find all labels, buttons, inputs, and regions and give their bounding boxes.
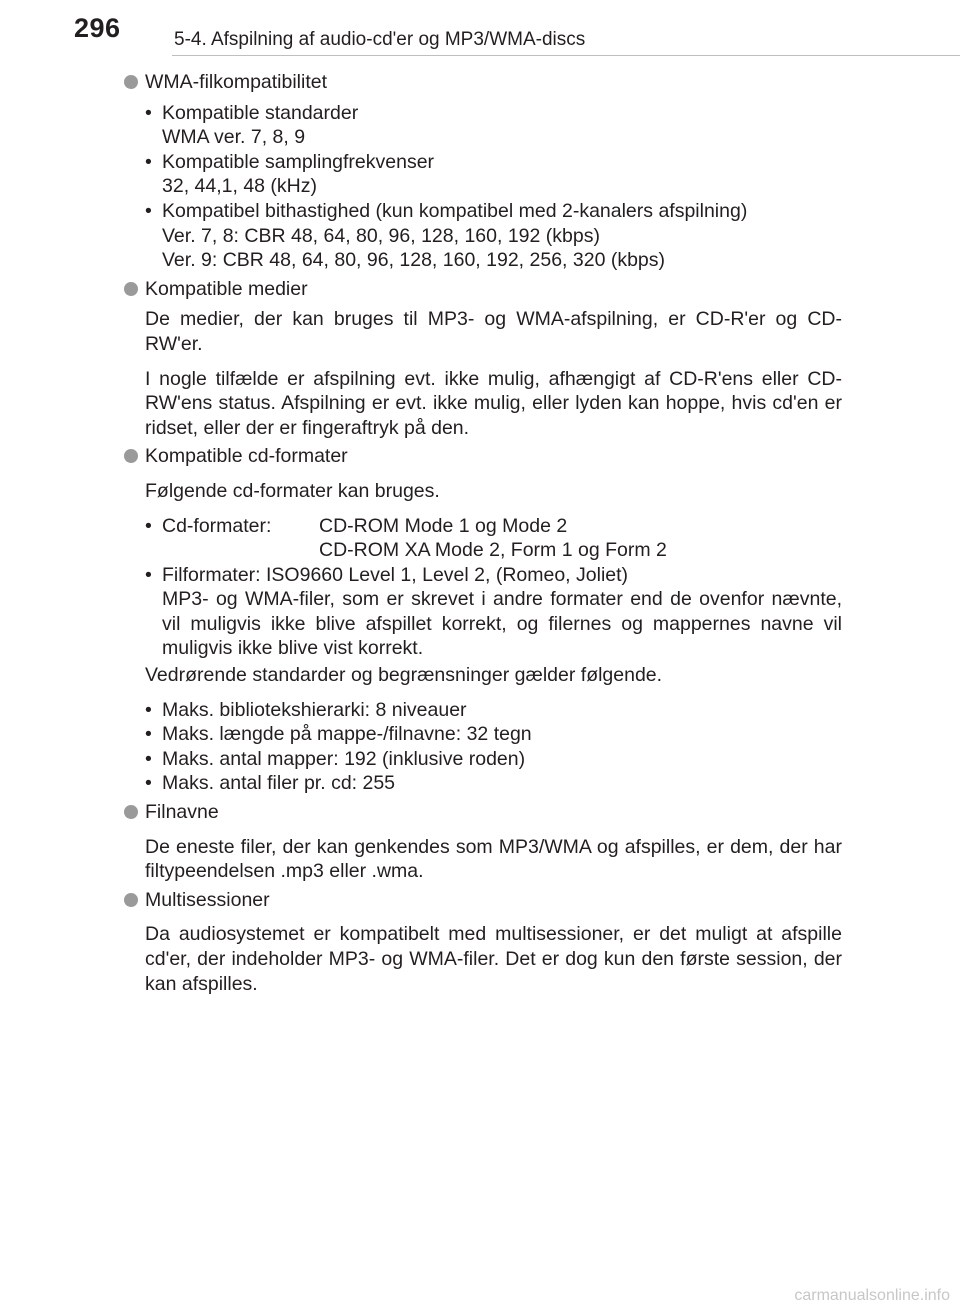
page-header (0, 0, 960, 62)
list-item: • Cd-formater: CD-ROM Mode 1 og Mode 2 CD-ROM XA Mode 2, Form 1 og Form 2 (145, 514, 842, 563)
section-filenames (124, 800, 842, 884)
list-item: • Maks. bibliotekshierarki: 8 niveauer (145, 698, 842, 723)
header-rule (172, 55, 960, 56)
section-title: Kompatible cd-formater (145, 445, 348, 468)
limits-list (145, 698, 842, 796)
section-bullet-icon (124, 805, 138, 819)
list-item: • Kompatibel bithastighed (kun kompatibel med 2-kanalers afspilning) Ver. 7, 8: CBR 48, 64, 80, 96, 128, 160, 192 (kbps) Ver. 9: CBR 48, 64, 80, 96, 128, 160, 192, 256, 320 (kbps) (145, 199, 842, 273)
wma-spec-list (145, 101, 842, 273)
page-content (124, 70, 842, 996)
section-title: Kompatible medier (145, 277, 308, 300)
paragraph: De eneste filer, der kan genkendes som MP3/WMA og afspilles, er dem, der har filtypeendelsen .mp3 eller .wma. (145, 835, 842, 883)
section-bullet-icon (124, 893, 138, 907)
list-item: • Kompatible samplingfrekvenser 32, 44,1, 48 (kHz) (145, 150, 842, 199)
format-list (145, 514, 842, 662)
section-title: WMA-filkompatibilitet (145, 71, 328, 93)
section-bullet-icon (124, 449, 138, 463)
list-item: • Maks. antal mapper: 192 (inklusive roden) (145, 747, 842, 772)
chapter-title: 5-4. Afspilning af audio-cd'er og MP3/WMA-discs (174, 29, 586, 50)
page-number: 296 (74, 13, 121, 43)
paragraph: Vedrørende standarder og begrænsninger gælder følgende. (145, 664, 663, 687)
section-bullet-icon (124, 75, 138, 89)
list-item: • Maks. længde på mappe-/filnavne: 32 tegn (145, 722, 842, 747)
section-wma (124, 70, 842, 273)
section-multisession (124, 888, 842, 996)
paragraph: De medier, der kan bruges til MP3- og WMA-afspilning, er CD-R'er og CD-RW'er. (145, 308, 842, 355)
paragraph: I nogle tilfælde er afspilning evt. ikke mulig, afhængigt af CD-R'ens eller CD-RW'ens status. Afspilning er evt. ikke mulig, eller lyden kan hoppe, hvis cd'en er ridset, eller der er fingeraftryk på den. (145, 367, 842, 439)
list-item: • Kompatible standarder WMA ver. 7, 8, 9 (145, 101, 842, 150)
section-title: Multisessioner (145, 888, 270, 911)
list-item: • Filformater: ISO9660 Level 1, Level 2, (Romeo, Joliet) MP3- og WMA-filer, som er skrevet i andre formater end de ovenfor nævnte, vil muligvis ikke blive afspillet korrekt, og filernes og mappernes navne vil muligvis ikke blive vist korrekt. (145, 563, 842, 661)
section-bullet-icon (124, 282, 138, 296)
paragraph: Følgende cd-formater kan bruges. (145, 479, 440, 502)
paragraph: Da audiosystemet er kompatibelt med multisessioner, er det muligt at afspille cd'er, der indeholder MP3- og WMA-filer. Det er dog kun den første session, der kan afspilles. (145, 923, 842, 995)
section-formats (124, 444, 842, 796)
section-title: Filnavne (145, 801, 219, 824)
watermark: carmanualsonline.info (794, 1287, 950, 1304)
section-media (124, 277, 842, 441)
list-item: • Maks. antal filer pr. cd: 255 (145, 771, 842, 796)
